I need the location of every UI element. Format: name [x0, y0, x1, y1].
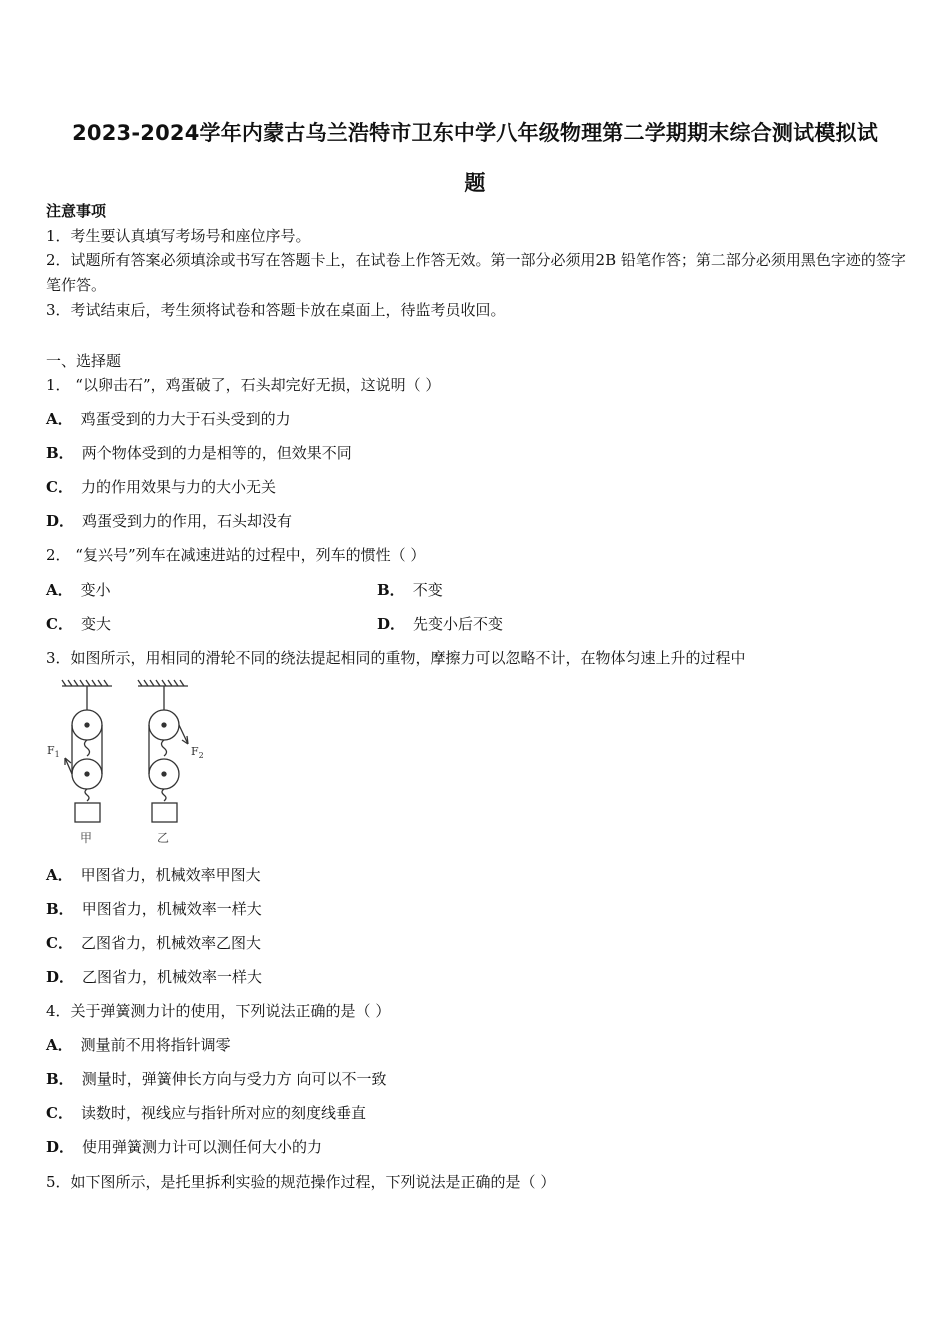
notice-item-2: 2．试题所有答案必须填涂或书写在答题卡上，在试卷上作答无效。第一部分必须用2B 铅笔作答；第二部分必须用黑色字迹的签字笔作答。 [46, 251, 906, 294]
weight-block-right [152, 803, 177, 822]
question-2-option-b[interactable]: B． 不变 [377, 581, 443, 599]
question-4-option-d[interactable]: D． 使用弹簧测力计可以测任何大小的力 [46, 1138, 323, 1156]
ceiling-left [62, 680, 112, 686]
weight-block-left [75, 803, 100, 822]
exam-title-line2: 题 [464, 171, 486, 195]
question-4-stem: 4．关于弹簧测力计的使用，下列说法正确的是（ ） [46, 1002, 391, 1020]
question-1-option-c[interactable]: C． 力的作用效果与力的大小无关 [46, 478, 276, 496]
question-1-stem: 1． “以卵击石”，鸡蛋破了，石头却完好无损，这说明（ ） [46, 376, 441, 394]
question-2-option-d[interactable]: D． 先变小后不变 [377, 615, 504, 633]
question-1-option-a[interactable]: A． 鸡蛋受到的力大于石头受到的力 [46, 410, 291, 428]
exam-title [30, 108, 920, 208]
question-4-option-a[interactable]: A． 测量前不用将指针调零 [46, 1036, 231, 1054]
section-heading: 一、选择题 [46, 352, 122, 370]
question-1-option-d[interactable]: D． 鸡蛋受到力的作用，石头却没有 [46, 512, 293, 530]
question-3-option-a[interactable]: A． 甲图省力，机械效率甲图大 [46, 866, 261, 884]
question-4-option-b[interactable]: B． 测量时，弹簧伸长方向与受力方 向可以不一致 [46, 1070, 387, 1088]
question-2-option-c[interactable]: C． 变大 [46, 615, 111, 633]
caption-right: 乙 [157, 831, 170, 845]
notice-item-1: 1．考生要认真填写考场号和座位序号。 [46, 227, 311, 245]
ceiling-right [138, 680, 188, 686]
question-3-option-d[interactable]: D． 乙图省力，机械效率一样大 [46, 968, 263, 986]
question-4-option-c[interactable]: C． 读数时，视线应与指针所对应的刻度线垂直 [46, 1104, 366, 1122]
pulley-figure [40, 676, 210, 848]
question-1-option-b[interactable]: B． 两个物体受到的力是相等的，但效果不同 [46, 444, 352, 462]
notice-item-3: 3．考试结束后，考生须将试卷和答题卡放在桌面上，待监考员收回。 [46, 301, 506, 319]
caption-left: 甲 [80, 831, 93, 845]
force-label-f1: $F_1$ [47, 744, 60, 759]
force-label-f2: $F_2$ [191, 745, 204, 760]
question-3-stem: 3．如图所示，用相同的滑轮不同的绕法提起相同的重物，摩擦力可以忽略不计，在物体匀速上升的过程中 [46, 649, 746, 667]
question-3-option-c[interactable]: C． 乙图省力，机械效率乙图大 [46, 934, 261, 952]
question-2-option-a[interactable]: A． 变小 [46, 581, 111, 599]
notice-heading: 注意事项 [46, 202, 107, 220]
question-5-stem: 5．如下图所示，是托里拆利实验的规范操作过程，下列说法是正确的是（ ） [46, 1173, 556, 1191]
exam-title-line1: 2023-2024学年内蒙古乌兰浩特市卫东中学八年级物理第二学期期末综合测试模拟试 [72, 121, 878, 145]
question-3-option-b[interactable]: B． 甲图省力，机械效率一样大 [46, 900, 262, 918]
question-2-stem: 2． “复兴号”列车在减速进站的过程中，列车的惯性（ ） [46, 546, 426, 564]
